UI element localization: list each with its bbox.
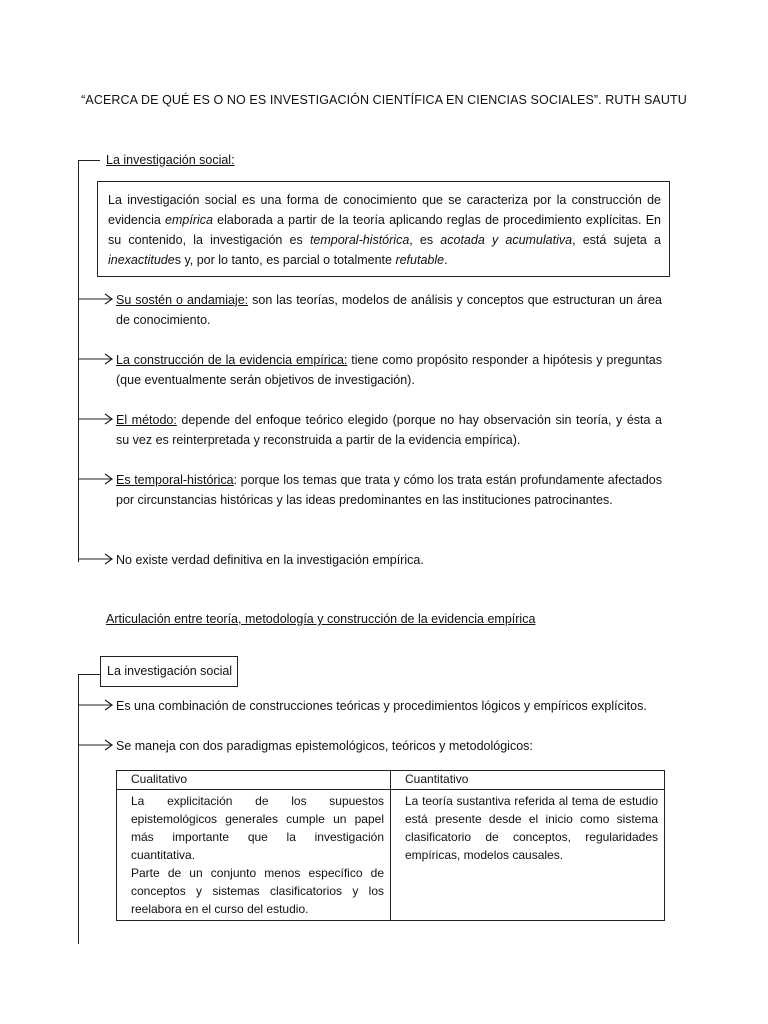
- arrow-icon: [78, 738, 114, 752]
- bracket-top-2: [78, 674, 100, 675]
- section-heading-1: La investigación social:: [106, 153, 235, 167]
- arrow-icon: [78, 292, 114, 306]
- cell-paragraph: La explicitación de los supuestos epistemológicos generales cumple un papel más importante que la investigación cuantitativa.: [131, 794, 384, 862]
- list-item: Su sostén o andamiaje: son las teorías, modelos de análisis y conceptos que estructuran un área de conocimiento.: [116, 293, 663, 327]
- document-title: “ACERCA DE QUÉ ES O NO ES INVESTIGACIÓN CIENTÍFICA EN CIENCIAS SOCIALES”. RUTH SAUTU: [81, 93, 687, 107]
- table-cell-quantitative: [391, 790, 665, 921]
- arrow-icon: [78, 352, 114, 366]
- list-item: No existe verdad definitiva en la investigación empírica.: [116, 553, 424, 567]
- arrow-icon: [78, 472, 114, 486]
- investigation-box: La investigación social: [100, 656, 238, 687]
- cell-paragraph: Parte de un conjunto menos específico de conceptos y sistemas clasificatorios y los reelabora en el curso del estudio.: [131, 866, 384, 916]
- list-item: El método: depende del enfoque teórico elegido (porque no hay observación sin teoría, y ésta a su vez es reinterpretada y reconstruida a partir de la evidencia empírica).: [116, 413, 662, 447]
- definition-text: La investigación social es una forma de conocimiento que se caracteriza por la construcción de evidencia empírica elaborada a partir de la teoría aplicando reglas de procedimiento explícitas. En su contenido, la investigación es temporal-histórica, es acotada y acumulativa, está sujeta a inexactitudes y, por lo tanto, es parcial o totalmente refutable.: [108, 193, 661, 267]
- arrow-icon: [78, 552, 114, 566]
- column-header: Cuantitativo: [391, 771, 665, 790]
- bracket-top-1: [78, 160, 100, 161]
- definition-box: [97, 181, 670, 277]
- list-item: Es una combinación de construcciones teóricas y procedimientos lógicos y empíricos explícitos.: [116, 699, 647, 713]
- table-header-row: [117, 771, 665, 790]
- cell-paragraph: La teoría sustantiva referida al tema de estudio está presente desde el inicio como sistema clasificatorio de conceptos, regularidades empíricas, modelos causales.: [405, 794, 658, 862]
- list-item: Se maneja con dos paradigmas epistemológicos, teóricos y metodológicos:: [116, 739, 533, 753]
- paradigms-table: [116, 770, 665, 921]
- table-row: [117, 790, 665, 921]
- table-cell-qualitative: [117, 790, 391, 921]
- list-item: Es temporal-histórica: porque los temas que trata y cómo los trata están profundamente afectados por circunstancias históricas y las ideas predominantes en las instituciones patrocinantes.: [116, 473, 663, 507]
- list-item: La construcción de la evidencia empírica: tiene como propósito responder a hipótesis y preguntas (que eventualmente serán objetivos de investigación).: [116, 353, 662, 387]
- bracket-line-2: [78, 674, 79, 944]
- arrow-icon: [78, 412, 114, 426]
- column-header: Cualitativo: [117, 771, 391, 790]
- section-heading-2: Articulación entre teoría, metodología y construcción de la evidencia empírica: [106, 612, 536, 626]
- arrow-icon: [78, 698, 114, 712]
